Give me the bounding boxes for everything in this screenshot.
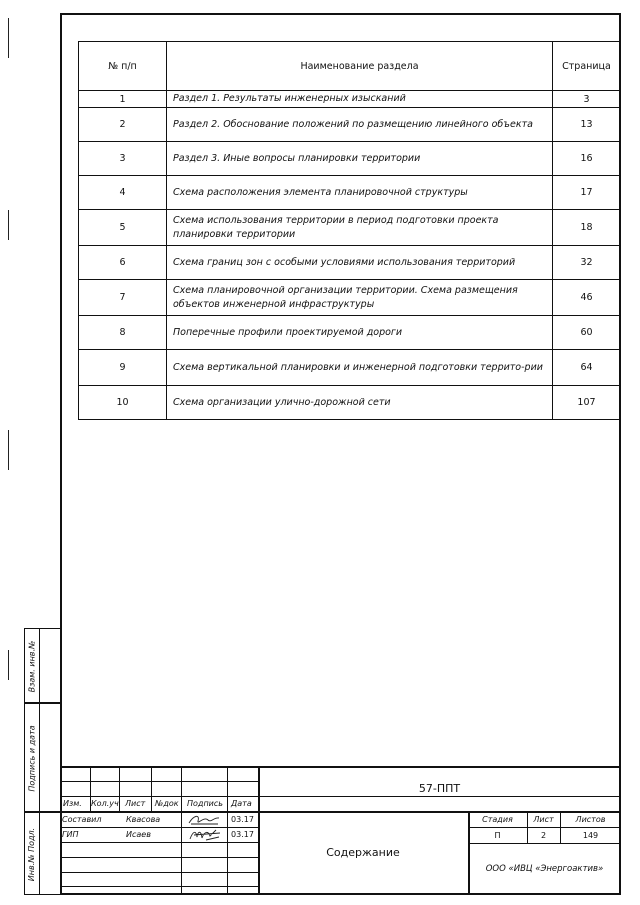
table-row — [79, 210, 621, 246]
role-label: Составил — [62, 815, 102, 824]
sheet-label: Лист — [533, 815, 554, 824]
organization-name: ООО «ИВЦ «Энергоактив» — [485, 864, 604, 874]
row-name: Схема использования территории в период подготовки проекта планировки территории — [167, 210, 553, 246]
col-list: Лист — [125, 799, 146, 808]
signature-image — [186, 827, 224, 842]
row-page: 3 — [553, 91, 621, 108]
row-name: Схема расположения элемента планировочной структуры — [167, 176, 553, 210]
row-num: 7 — [79, 280, 167, 316]
sign-date: 03.17 — [231, 830, 254, 839]
sign-date: 03.17 — [231, 815, 254, 824]
title-block — [60, 766, 621, 895]
stage-label: Стадия — [482, 815, 513, 824]
binding-mark — [8, 18, 9, 58]
margin-podpis-label: Подпись и дата — [27, 725, 37, 792]
table-row — [79, 280, 621, 316]
header-num: № п/п — [79, 42, 167, 91]
table-row — [79, 350, 621, 386]
table-row — [79, 316, 621, 350]
person-name: Квасова — [126, 815, 161, 824]
row-name: Раздел 2. Обоснование положений по размещению линейного объекта — [167, 108, 553, 142]
table-row — [79, 386, 621, 420]
document-code: 57-ППТ — [418, 782, 461, 795]
row-page: 46 — [553, 280, 621, 316]
row-name: Раздел 1. Результаты инженерных изысканий — [167, 91, 553, 108]
row-num: 6 — [79, 246, 167, 280]
margin-vzam-label: Взам. инв.№ — [27, 640, 37, 693]
row-num: 5 — [79, 210, 167, 246]
table-row — [79, 142, 621, 176]
row-num: 4 — [79, 176, 167, 210]
contents-table — [78, 41, 621, 420]
binding-mark — [8, 430, 9, 470]
person-name: Исаев — [126, 830, 151, 839]
role-label: ГИП — [62, 830, 79, 839]
sheet-value: 2 — [540, 831, 547, 840]
col-kol: Кол.уч — [91, 799, 119, 808]
margin-inv-label: Инв.№ Подл. — [27, 827, 37, 882]
row-page: 60 — [553, 316, 621, 350]
row-page: 18 — [553, 210, 621, 246]
binding-mark — [8, 650, 9, 680]
row-num: 8 — [79, 316, 167, 350]
binding-mark — [8, 210, 9, 240]
margin-vzam-box — [24, 628, 60, 703]
margin-podpis-box — [24, 703, 60, 812]
table-row — [79, 176, 621, 210]
header-page: Страница — [553, 42, 621, 91]
col-data: Дата — [231, 799, 252, 808]
row-num: 9 — [79, 350, 167, 386]
row-num: 2 — [79, 108, 167, 142]
row-num: 1 — [79, 91, 167, 108]
row-page: 16 — [553, 142, 621, 176]
col-podpis: Подпись — [187, 799, 223, 808]
margin-inv-box — [24, 812, 60, 895]
sheets-label: Листов — [575, 815, 606, 824]
row-name: Схема вертикальной планировки и инженерной подготовки террито-рии — [167, 350, 553, 386]
document-title: Содержание — [326, 846, 400, 859]
row-name: Поперечные профили проектируемой дороги — [167, 316, 553, 350]
row-page: 107 — [553, 386, 621, 420]
row-page: 13 — [553, 108, 621, 142]
row-page: 32 — [553, 246, 621, 280]
col-izm: Изм. — [63, 799, 82, 808]
stage-value: П — [494, 831, 501, 840]
row-page: 64 — [553, 350, 621, 386]
row-name: Схема организации улично-дорожной сети — [167, 386, 553, 420]
row-num: 10 — [79, 386, 167, 420]
row-name: Схема планировочной организации территории. Схема размещения объектов инженерной инфраструктуры — [167, 280, 553, 316]
table-row — [79, 108, 621, 142]
row-page: 17 — [553, 176, 621, 210]
sheets-value: 149 — [582, 831, 599, 840]
row-name: Схема границ зон с особыми условиями использования территорий — [167, 246, 553, 280]
header-name: Наименование раздела — [167, 42, 553, 91]
signature-image — [186, 812, 224, 827]
table-row — [79, 91, 621, 108]
row-name: Раздел 3. Иные вопросы планировки территории — [167, 142, 553, 176]
col-ndok: №док — [155, 799, 179, 808]
table-row — [79, 246, 621, 280]
row-num: 3 — [79, 142, 167, 176]
table-header-row — [79, 42, 621, 91]
